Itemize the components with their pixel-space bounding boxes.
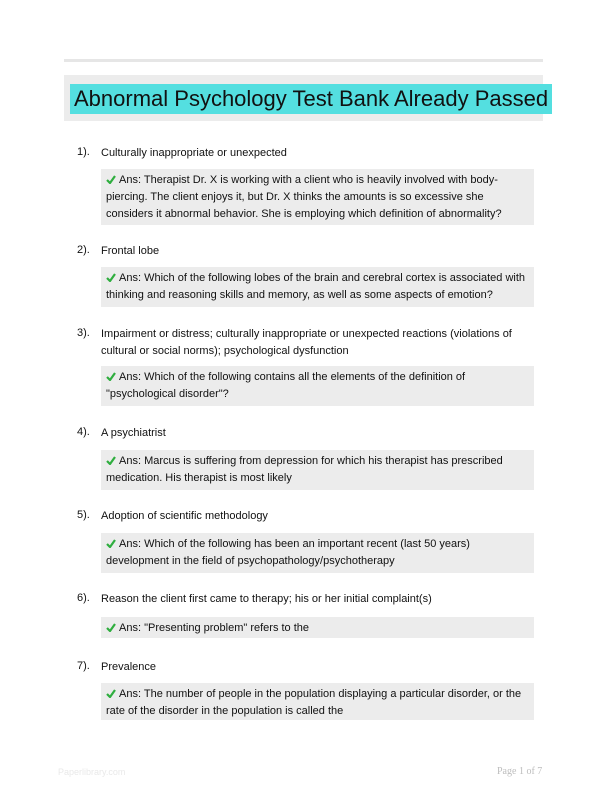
answer-text: "Presenting problem" refers to the [144,622,310,634]
answer-prefix: Ans: [119,688,142,700]
answer-box [101,267,534,307]
question-number: 4). [77,426,90,438]
answer-box [101,683,534,720]
question-number: 6). [77,592,90,604]
checkmark-icon [106,372,116,381]
checkmark-icon [106,539,116,548]
question-number: 5). [77,509,90,521]
answer-box [101,533,534,573]
top-rule [64,59,543,62]
question-text: Culturally inappropriate or unexpected [101,147,287,159]
question-text: Prevalence [101,661,157,673]
answer-box [101,169,534,225]
answer-text: Which of the following lobes of the brain and cerebral cortex is associated with thinking and reasoning skills and memory, as well as some aspects of emotion? [106,272,526,301]
answer-text: The number of people in the population displaying a particular disorder, or the rate of the disorder in the population is called the [106,688,522,717]
question-text: Adoption of scientific methodology [101,510,268,522]
answer-box [101,366,534,406]
checkmark-icon [106,175,116,184]
question-number: 7). [77,660,90,672]
page-number: Page 1 of 7 [497,766,543,777]
answer-prefix: Ans: [119,371,142,383]
answer-text: Marcus is suffering from depression for which his therapist has prescribed medication. His therapist is most likely [106,455,503,484]
checkmark-icon [106,689,116,698]
checkmark-icon [106,273,116,282]
answer-text: Which of the following has been an important recent (last 50 years) development in the field of psychopathology/psychotherapy [106,538,470,567]
answer-prefix: Ans: [119,272,142,284]
question-text: Impairment or distress; culturally inappropriate or unexpected reactions (violations of cultural or social norms); psychological dysfunction [101,328,512,357]
answer-prefix: Ans: [119,538,142,550]
question-text: Frontal lobe [101,245,160,257]
question-text: A psychiatrist [101,427,166,439]
question-number: 2). [77,244,90,256]
answer-prefix: Ans: [119,455,142,467]
answer-prefix: Ans: [119,622,142,634]
question-text: Reason the client first came to therapy; his or her initial complaint(s) [101,593,432,605]
answer-text: Which of the following contains all the elements of the definition of "psychological disorder"? [106,371,466,400]
document-title: Abnormal Psychology Test Bank Already Passed [70,84,552,114]
footer-watermark: Paperlibrary.com [58,767,126,777]
answer-box [101,617,534,638]
answer-text: Therapist Dr. X is working with a client who is heavily involved with body-piercing. The client enjoys it, but Dr. X thinks the amounts is so excessive she considers it abnormal behavior. She is employing which definition of abnormality? [106,174,502,220]
answer-box [101,450,534,490]
question-number: 3). [77,327,90,339]
question-number: 1). [77,146,90,158]
checkmark-icon [106,456,116,465]
answer-prefix: Ans: [119,174,142,186]
checkmark-icon [106,623,116,632]
